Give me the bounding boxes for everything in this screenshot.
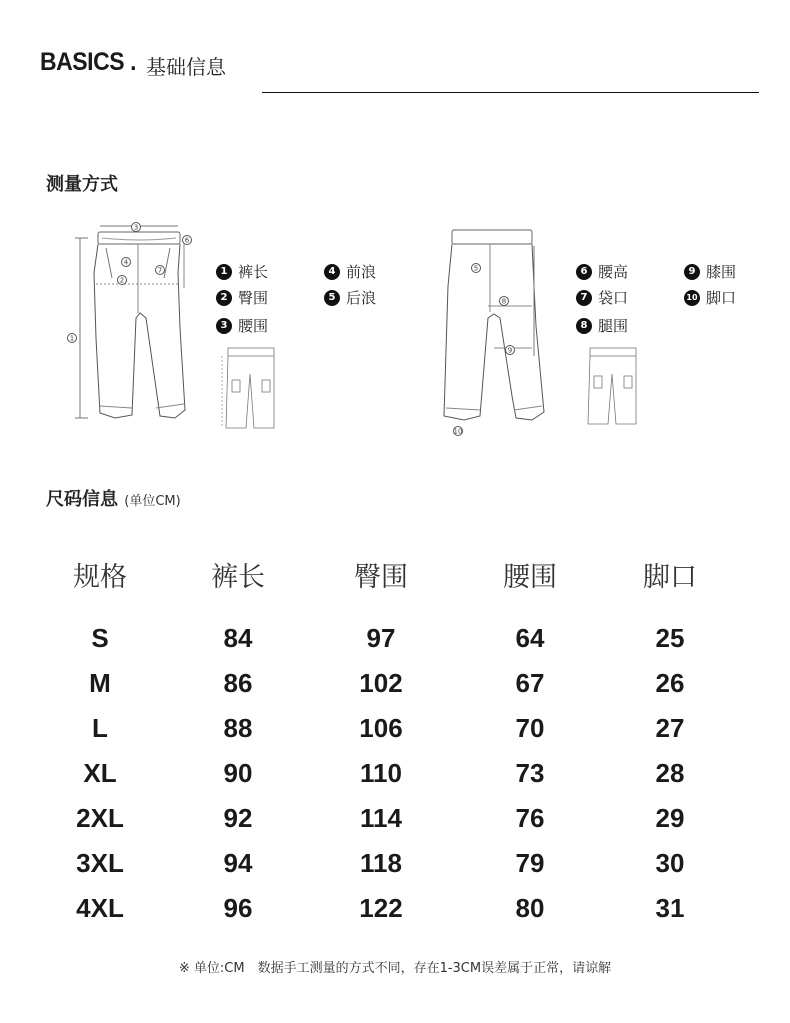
size-unit: (单位CM) — [124, 494, 181, 509]
table-cell: 94 — [223, 848, 253, 878]
table-row-size: S — [91, 623, 109, 653]
legend-item-10: 10 脚口 — [684, 287, 736, 308]
table-header-cell: 臀围 — [354, 562, 408, 593]
legend-item-7: 7 袋口 — [576, 287, 628, 308]
table-cell: 26 — [655, 668, 685, 698]
table-cell: 31 — [655, 893, 685, 923]
table-cell: 64 — [515, 623, 545, 653]
table-header-cell: 腰围 — [503, 562, 557, 593]
header-divider — [262, 92, 759, 93]
table-cell: 92 — [223, 803, 253, 833]
svg-text:4: 4 — [123, 258, 129, 267]
table-row-size: M — [89, 668, 111, 698]
legend-item-4: 4 前浪 — [324, 261, 376, 282]
table-cell: 96 — [223, 893, 253, 923]
back-detail-diagram — [584, 346, 644, 426]
table-cell: 28 — [655, 758, 685, 788]
table-header-cell: 规格 — [73, 562, 127, 593]
table-cell: 106 — [359, 713, 403, 743]
table-cell: 84 — [223, 623, 253, 653]
front-pants-diagram — [60, 218, 200, 433]
table-cell: 70 — [515, 713, 545, 743]
measure-section-title: 测量方式 — [46, 174, 118, 195]
legend-item-3: 3 腰围 — [216, 315, 268, 336]
table-header-cell: 脚口 — [643, 562, 697, 593]
table-cell: 76 — [515, 803, 545, 833]
table-row-size: 3XL — [76, 848, 124, 878]
front-detail-diagram — [220, 346, 280, 434]
back-pants-diagram — [436, 226, 566, 441]
table-cell: 114 — [360, 803, 402, 833]
table-cell: 86 — [223, 668, 253, 698]
svg-text:3: 3 — [133, 223, 139, 232]
table-cell: 102 — [359, 668, 403, 698]
table-row-size: 2XL — [76, 803, 124, 833]
svg-text:1: 1 — [69, 334, 75, 343]
table-cell: 90 — [223, 758, 253, 788]
svg-text:6: 6 — [184, 236, 190, 245]
table-row-size: 4XL — [76, 893, 124, 923]
footer-note: ※ 单位:CM 数据手工测量的方式不同，存在1-3CM误差属于正常，请谅解 — [178, 961, 612, 976]
size-section-title — [46, 485, 181, 511]
table-cell: 80 — [515, 893, 545, 923]
svg-text:9: 9 — [507, 346, 513, 355]
svg-text:5: 5 — [473, 264, 479, 273]
table-cell: 118 — [360, 848, 402, 878]
table-cell: 67 — [515, 668, 545, 698]
size-title: 尺码信息 — [46, 489, 118, 510]
table-cell: 110 — [360, 758, 402, 788]
table-cell: 122 — [359, 893, 403, 923]
table-header-cell: 裤长 — [211, 562, 265, 593]
legend-item-1: 1 裤长 — [216, 261, 268, 282]
legend-item-8: 8 腿围 — [576, 315, 628, 336]
page-subtitle: 基础信息 — [146, 55, 226, 79]
table-cell: 88 — [223, 713, 253, 743]
table-cell: 79 — [515, 848, 545, 878]
legend-item-9: 9 膝围 — [684, 261, 736, 282]
svg-text:10: 10 — [453, 427, 463, 436]
legend-item-2: 2 臀围 — [216, 287, 268, 308]
svg-text:8: 8 — [501, 297, 507, 306]
table-cell: 27 — [655, 713, 685, 743]
table-cell: 73 — [515, 758, 545, 788]
legend-item-6: 6 腰高 — [576, 261, 628, 282]
table-cell: 30 — [655, 848, 685, 878]
table-cell: 97 — [366, 623, 396, 653]
brand-title: BASICS . — [40, 48, 137, 76]
svg-text:7: 7 — [157, 266, 163, 275]
table-row-size: L — [92, 713, 108, 743]
svg-text:2: 2 — [119, 276, 125, 285]
table-cell: 25 — [655, 623, 685, 653]
table-cell: 29 — [655, 803, 685, 833]
table-row-size: XL — [83, 758, 117, 788]
legend-item-5: 5 后浪 — [324, 287, 376, 308]
